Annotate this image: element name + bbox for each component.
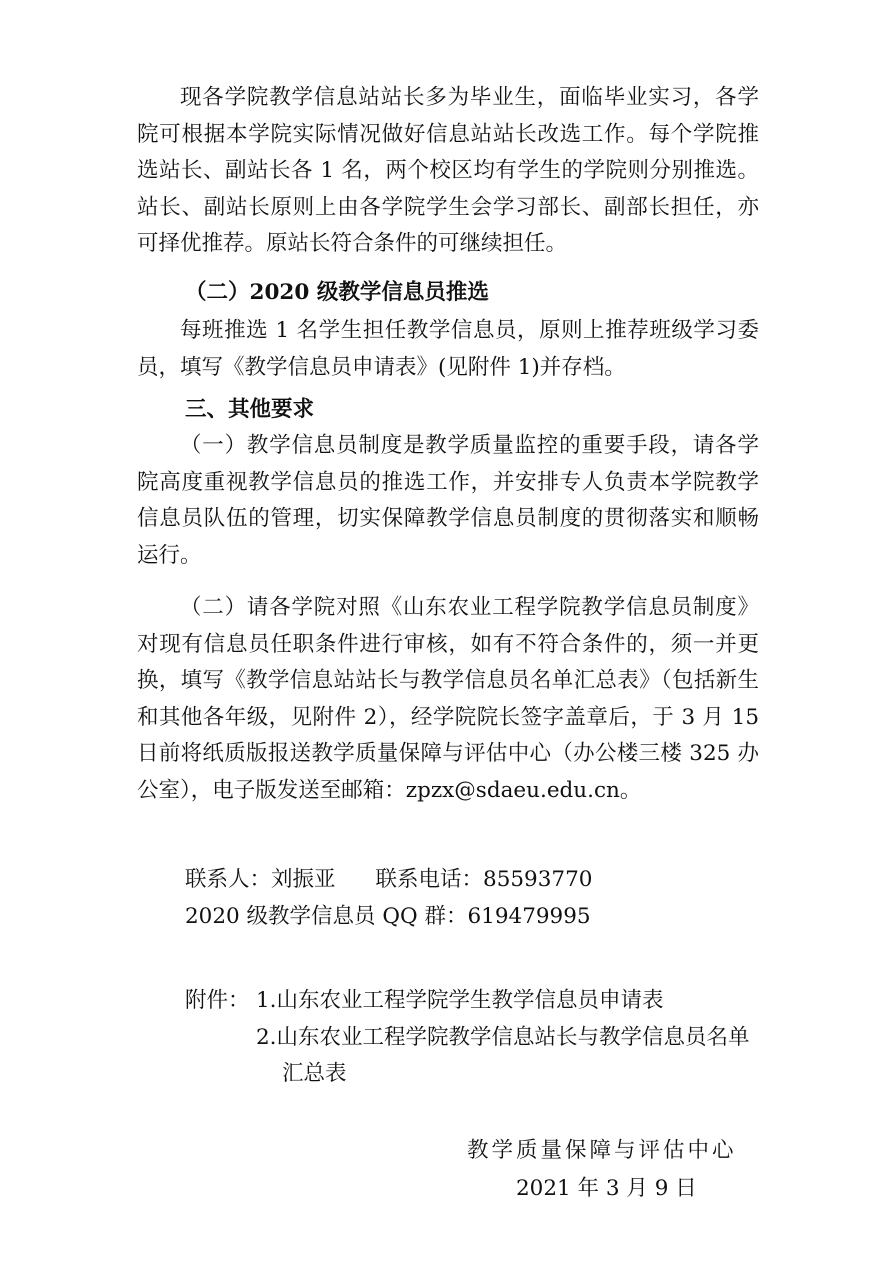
signature-organization: 教学质量保障与评估中心: [467, 1138, 737, 1163]
attachments-list: [256, 983, 756, 1093]
paragraph-requirement-2: （二）请各学院对照《山东农业工程学院教学信息员制度》对现有信息员任职条件进行审核，如有不符合条件的，须一并更换，填写《教学信息站站长与教学信息员名单汇总表》（包括新生和其他各年级，见附件 2），经学院院长签字盖章后，于 3 月 15 日前将纸质版报送教学质量保障与评估中心（办公楼三楼 325 办公室），电子版发送至邮箱：zpzx@sdaeu.edu.cn。: [137, 595, 759, 803]
contact-person: 联系人：刘振亚: [185, 867, 336, 892]
paragraph-info-officer-election: 每班推选 1 名学生担任教学信息员，原则上推荐班级学习委员，填写《教学信息员申请表》(见附件 1)并存档。: [137, 318, 759, 380]
attachments-label: 附件：: [185, 988, 250, 1013]
paragraph-requirement-1: （一）教学信息员制度是教学质量监控的重要手段，请各学院高度重视教学信息员的推选工作，并安排专人负责本学院教学信息员队伍的管理，切实保障教学信息员制度的贯彻落实和顺畅运行。: [137, 433, 759, 568]
signature-date: 2021 年 3 月 9 日: [516, 1176, 697, 1201]
subheading-info-officer-election: （二）2020 级教学信息员推选: [185, 280, 489, 305]
contact-phone: 联系电话：85593770: [375, 867, 593, 892]
section-heading-other-requirements: 三、其他要求: [185, 397, 315, 422]
attachment-item: 2.山东农业工程学院教学信息站长与教学信息员名单汇总表: [256, 1024, 750, 1087]
paragraph-station-head-election: 现各学院教学信息站站长多为毕业生，面临毕业实习，各学院可根据本学院实际情况做好信息站站长改选工作。每个学院推选站长、副站长各 1 名，两个校区均有学生的学院则分别推选。站长、副站长原则上由各学院学生会学习部长、副部长担任，亦可择优推荐。原站长符合条件的可继续担任。: [137, 85, 759, 257]
contact-line: [185, 862, 592, 899]
qq-group: 2020 级教学信息员 QQ 群：619479995: [185, 904, 591, 929]
attachment-item: 1.山东农业工程学院学生教学信息员申请表: [256, 988, 664, 1013]
